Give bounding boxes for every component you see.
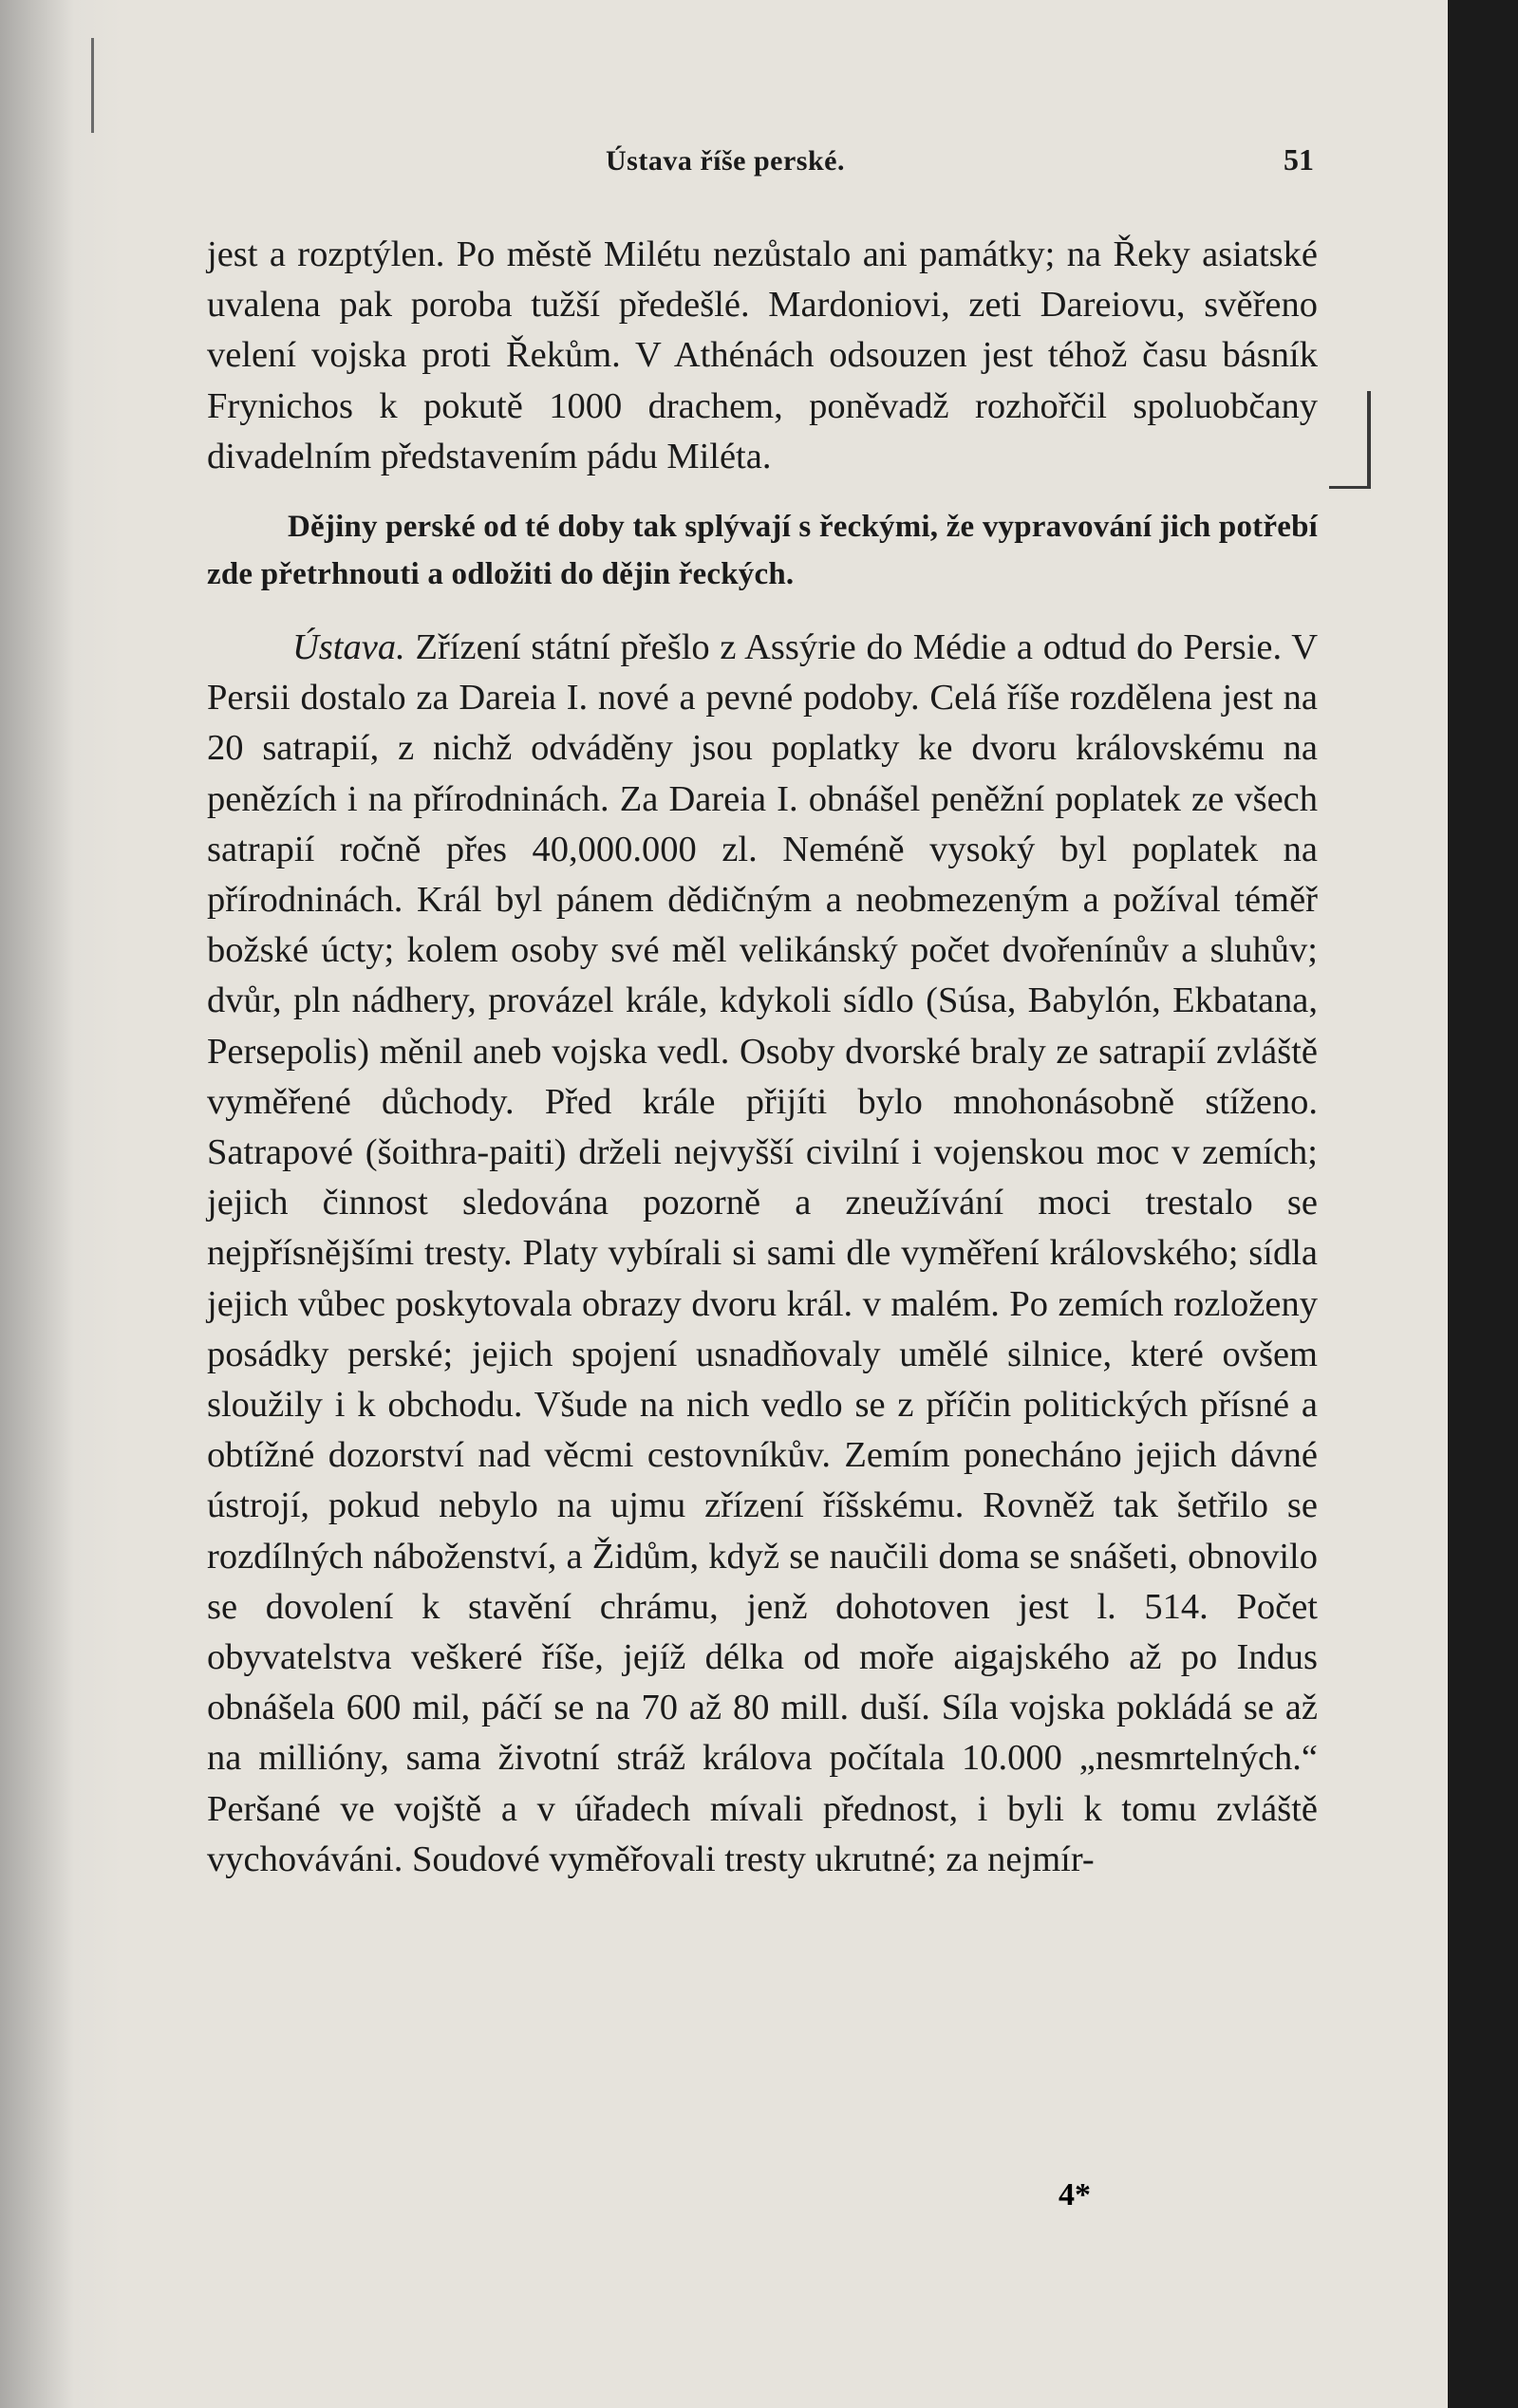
page-header: [207, 142, 1318, 190]
paragraph-2: Dějiny perské od té doby tak splývají s řeckými, že vypravování jich potřebí zde přetrhnouti a odložiti do dějin řeckých.: [207, 510, 1318, 592]
paragraph-1: jest a rozptýlen. Po městě Milétu nezůstalo ani památky; na Řeky asiatské uvalena pak poroba tužší předešlé. Mardoniovi, zeti Dareiovu, svěřeno velení vojska proti Řekům. V Athénách odsouzen jest téhož času básník Frynichos k pokutě 1000 drachem, poněvadž rozhořčil spoluobčany divadelním představením pádu Miléta.: [207, 234, 1318, 476]
signature-mark: 4*: [1059, 2177, 1091, 2212]
page-content: [207, 142, 1318, 1885]
page-edge-mark: [91, 38, 94, 133]
page-number: 51: [1284, 142, 1314, 177]
paragraph-3-text: Zřízení státní přešlo z Assýrie do Médie a odtud do Persie. V Persii dostalo za Dareia I. nové a pevné podoby. Celá říše rozdělena jest na 20 satrapií, z nichž odváděny jsou poplatky ke dvoru královskému na penězích i na přírodninách. Za Dareia I. obnášel peněžní poplatek ze všech satrapií ročně přes 40,000.000 zl. Neméně vysoký byl poplatek na přírodninách. Král byl pánem dědičným a neobmezeným a požíval téměř božské úcty; kolem osoby své měl velikánský počet dvořenínův a sluhův; dvůr, pln nádhery, provázel krále, kdykoli sídlo (Súsa, Babylón, Ekbatana, Persepolis) měnil aneb vojska vedl. Osoby dvorské braly ze satrapií zvláště vyměřené důchody. Před krále přijíti bylo mnohonásobně stíženo. Satrapové (šoithra-paiti) drželi nejvyšší civilní i vojenskou moc v zemích; jejich činnost sledována pozorně a zneužívání moci trestalo se nejpřísnějšími tresty. Platy vybírali si sami dle vyměření královského; sídla jejich vůbec poskytovala obrazy dvoru král. v malém. Po zemích rozloženy posádky perské; jejich spojení usnadňovaly umělé silnice, které ovšem sloužily i k obchodu. Všude na nich vedlo se z příčin politických přísné a obtížné dozorství nad věcmi cestovníkův. Zemím ponecháno jejich dávné ústrojí, pokud nebylo na ujmu zřízení říšskému. Rovněž tak šetřilo se rozdílných náboženství, a Židům, když se naučili doma se snášeti, obnovilo se dovolení k stavění chrámu, jenž dohotoven jest l. 514. Počet obyvatelstva veškeré říše, jejíž délka od moře aigajského až po Indus obnášela 600 mil, páčí se na 70 až 80 mill. duší. Síla vojska pokládá se až na millióny, sama životní stráž králova počítala 10.000 „nesmrtelných.“ Peršané ve vojště a v úřadech mívali přednost, i byli k tomu zvláště vychováváni. Soudové vyměřovali tresty ukrutné; za nejmír-: [207, 627, 1318, 1879]
paragraph-3: [207, 623, 1318, 1885]
section-heading: Ústava.: [292, 627, 405, 668]
page-edge-shadow: [0, 0, 123, 2408]
margin-bracket-mark: [1329, 391, 1371, 489]
running-head: Ústava říše perské.: [606, 145, 845, 177]
